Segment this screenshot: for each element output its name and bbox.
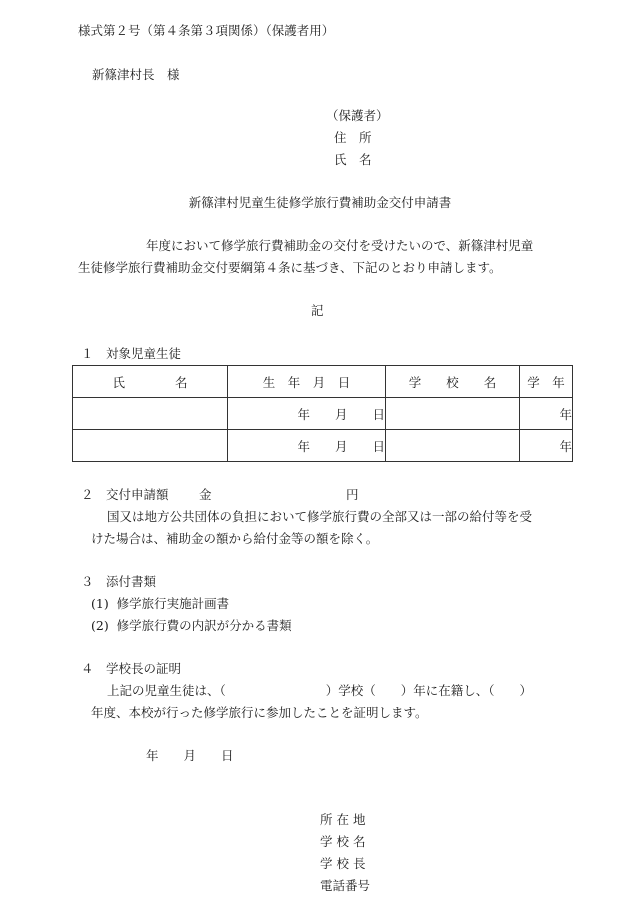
- body-line-1: 年度において修学旅行費補助金の交付を受けたいので、新篠津村児童: [146, 238, 534, 253]
- school-cell[interactable]: [386, 430, 520, 462]
- section2-note-line-1: 国又は地方公共団体の負担において修学旅行費の全部又は一部の給付等を受: [107, 509, 533, 524]
- section2-note-line-2: けた場合は、補助金の額から給付金等の額を除く。: [91, 531, 379, 546]
- signature-label-school-name: 学 校 名: [320, 834, 366, 849]
- body-line-2: 生徒修学旅行費補助金交付要綱第４条に基づき、下記のとおり申請します。: [78, 260, 502, 275]
- addressee: 新篠津村長 様: [92, 67, 180, 82]
- document-title: 新篠津村児童生徒修学旅行費補助金交付申請書: [188, 195, 452, 210]
- applicant-header: （保護者）: [326, 108, 389, 123]
- certification-line-1: 上記の児童生徒は、（ ）学校（ ）年に在籍し、（ ）: [107, 683, 533, 698]
- certification-line-2: 年度、本校が行った修学旅行に参加したことを証明します。: [91, 705, 428, 720]
- ki-mark: 記: [311, 303, 324, 318]
- amount-unit: 円: [346, 487, 359, 502]
- section2-heading: ２ 交付申請額: [81, 487, 169, 502]
- table-header-row: [73, 366, 573, 398]
- signature-label-principal: 学 校 長: [320, 856, 366, 871]
- column-header-grade: 学 年: [520, 366, 573, 398]
- form-id: 様式第２号（第４条第３項関係）（保護者用）: [78, 23, 335, 38]
- certification-date: 年 月 日: [146, 748, 234, 763]
- applicant-address-label: 住 所: [334, 130, 372, 145]
- table-row: [73, 430, 573, 462]
- name-cell[interactable]: [73, 430, 228, 462]
- table-row: [73, 398, 573, 430]
- section4-heading: ４ 学校長の証明: [81, 661, 182, 676]
- student-table: [72, 365, 573, 462]
- attachment-item-1: (1) 修学旅行実施計画書: [91, 596, 230, 611]
- name-cell[interactable]: [73, 398, 228, 430]
- birthdate-cell[interactable]: 年 月 日: [228, 398, 386, 430]
- signature-label-phone: 電話番号: [320, 878, 371, 893]
- amount-prefix: 金: [199, 487, 212, 502]
- section1-heading: １ 対象児童生徒: [81, 346, 182, 361]
- grade-cell[interactable]: 年: [520, 398, 573, 430]
- attachment-item-2: (2) 修学旅行費の内訳が分かる書類: [91, 618, 292, 633]
- birthdate-cell[interactable]: 年 月 日: [228, 430, 386, 462]
- grade-cell[interactable]: 年: [520, 430, 573, 462]
- column-header-school: 学 校 名: [386, 366, 520, 398]
- section3-heading: ３ 添付書類: [81, 574, 157, 589]
- applicant-name-label: 氏 名: [334, 152, 372, 167]
- column-header-name: 氏 名: [73, 366, 228, 398]
- signature-label-address: 所 在 地: [320, 812, 366, 827]
- school-cell[interactable]: [386, 398, 520, 430]
- column-header-birthdate: 生 年 月 日: [228, 366, 386, 398]
